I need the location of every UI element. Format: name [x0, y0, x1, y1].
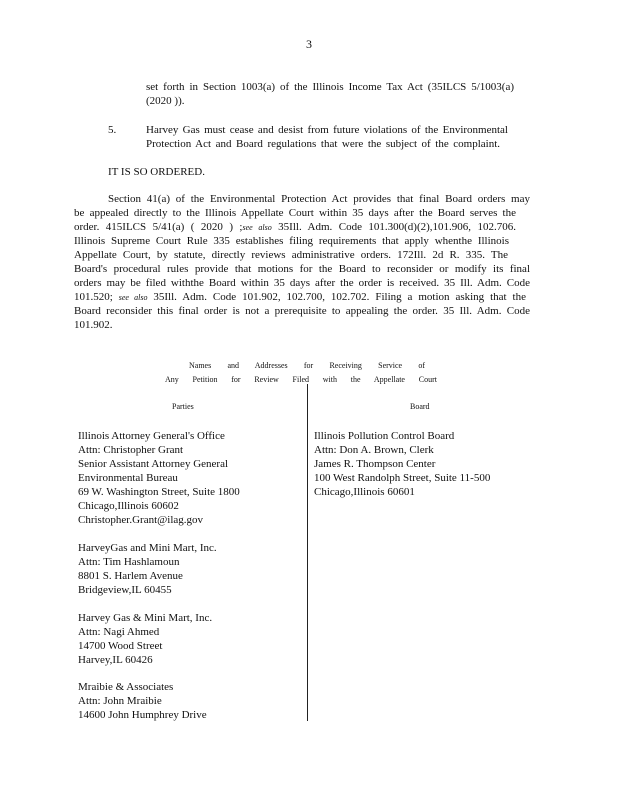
party-email: Christopher.Grant@ilag.gov [78, 514, 204, 526]
party-line: Chicago,Illinois 60602 [78, 500, 179, 512]
party-line: Senior Assistant Attorney General [78, 458, 229, 470]
board-heading: Board [410, 402, 430, 411]
item5-line-1: Harvey Gas must cease and desist from future violations of the Environmental [146, 124, 508, 136]
item5-line-2: Protection Act and Board regulations that were the subject of the complaint. [146, 138, 500, 150]
appeal-line: orders may be filed withthe Board within 35 days after the order is received. 35 Ill. Adm. Code [74, 277, 530, 289]
party-line: Bridgeview,IL 60455 [78, 584, 172, 596]
party-line: HarveyGas and Mini Mart, Inc. [78, 542, 217, 554]
page-number: 3 [306, 37, 312, 51]
party-line: Harvey Gas & Mini Mart, Inc. [78, 612, 213, 624]
party-line: Attn: Tim Hashlamoun [78, 556, 180, 568]
party-line: Mraibie & Associates [78, 681, 174, 693]
party-line: Attn: Nagi Ahmed [78, 626, 160, 638]
board-line: Attn: Don A. Brown, Clerk [314, 444, 434, 456]
party-line: Illinois Attorney General's Office [78, 430, 225, 442]
ordered-statement: IT IS SO ORDERED. [108, 166, 205, 178]
appeal-line: Appellate Court, by statute, directly reviews administrative orders. 172Ill. 2d R. 335. The [74, 249, 508, 261]
board-line: Illinois Pollution Control Board [314, 430, 455, 442]
party-line: Harvey,IL 60426 [78, 654, 153, 666]
appeal-line: 101.902. [74, 319, 113, 331]
item4-line-2: (2020 )). [146, 95, 185, 107]
party-line: Attn: John Mraibie [78, 695, 162, 707]
board-line: Chicago,Illinois 60601 [314, 486, 415, 498]
parties-heading: Parties [172, 402, 194, 411]
appeal-line: be appealed directly to the Illinois Appellate Court within 35 days after the Board serves the [74, 207, 516, 219]
party-line: 8801 S. Harlem Avenue [78, 570, 183, 582]
see-also-signal: see also [242, 223, 272, 232]
board-line: James R. Thompson Center [314, 458, 436, 470]
see-also-signal: see also [118, 293, 148, 302]
party-line: 69 W. Washington Street, Suite 1800 [78, 486, 240, 498]
party-line: 14700 Wood Street [78, 640, 163, 652]
item5-number: 5. [108, 124, 117, 136]
item4-line-1: set forth in Section 1003(a) of the Illinois Income Tax Act (35ILCS 5/1003(a) [146, 81, 514, 93]
service-heading-line-2: Any Petition for Review Filed with the Appellate Court [165, 375, 437, 384]
party-line: Environmental Bureau [78, 472, 178, 484]
appeal-line: Illinois Supreme Court Rule 335 establishes filing requirements that apply whenthe Illinois [74, 235, 509, 247]
board-line: 100 West Randolph Street, Suite 11-500 [314, 472, 491, 484]
appeal-line: 101.520; see also 35Ill. Adm. Code 101.902, 102.700, 102.702. Filing a motion asking that the [74, 291, 526, 303]
party-line: 14600 John Humphrey Drive [78, 709, 207, 721]
party-line: Attn: Christopher Grant [78, 444, 184, 456]
column-divider [307, 384, 308, 721]
appeal-line: Section 41(a) of the Environmental Protection Act provides that final Board orders may [108, 193, 530, 205]
service-heading-line-1: Names and Addresses for Receiving Service of [189, 361, 425, 370]
appeal-line: Board reconsider this final order is not a prerequisite to appealing the order. 35 Ill. Adm. Code [74, 305, 530, 317]
appeal-line: order. 415ILCS 5/41(a) ( 2020 ) ;see also 35Ill. Adm. Code 101.300(d)(2),101.906, 102.706. [74, 221, 516, 233]
appeal-line: Board's procedural rules provide that motions for the Board to reconsider or modify its final [74, 263, 530, 275]
